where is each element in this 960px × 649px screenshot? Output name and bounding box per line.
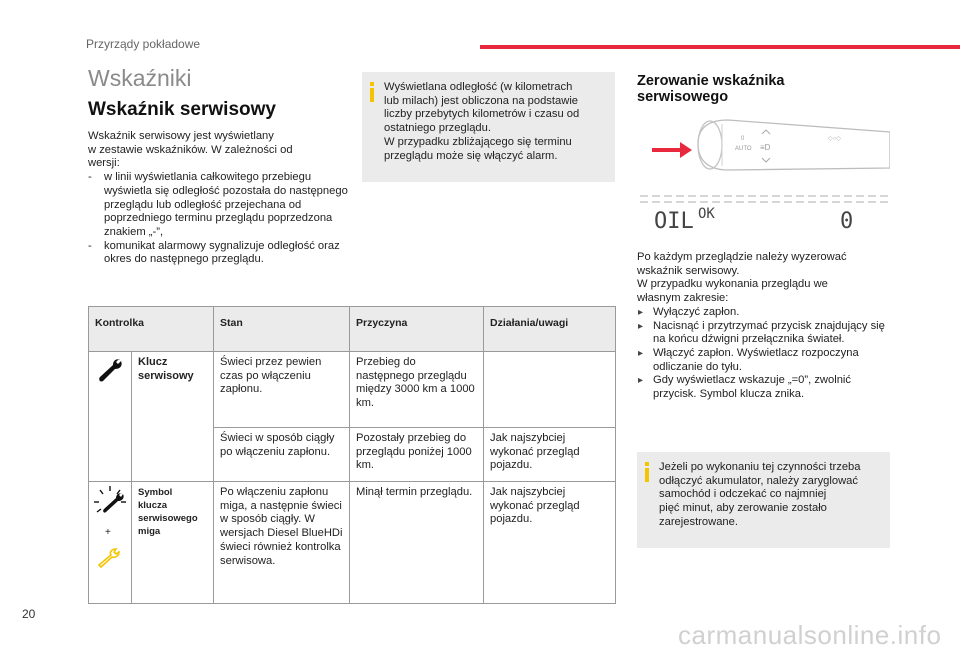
info-line: ostatniego przeglądu. [384, 122, 491, 135]
state-cell: Po włączeniu zapłonu miga, a następnie świeci w sposób ciągły. W wersjach Diesel BlueHDi świeci również kontrolka serwisowa. [214, 482, 350, 604]
info-box-battery [637, 452, 890, 548]
running-header: Przyrządy pokładowe [86, 37, 201, 51]
display-ok-text: OK [698, 206, 715, 222]
wrench-icon [96, 357, 124, 385]
service-warning-icon [97, 548, 125, 568]
cause-cell: Minął termin przeglądu. [350, 482, 484, 604]
flashing-wrench-icon [89, 482, 131, 524]
reset-step: ▸ Nacisnąć i przytrzymać przycisk znajdujący się na końcu dźwigni przełącznika świateł. [637, 320, 897, 347]
intro-list-item: - komunikat alarmowy sygnalizuje odległość oraz okres do następnego przeglądu. [88, 240, 348, 267]
plus-sign: + [105, 527, 111, 538]
table-header-row [89, 307, 616, 352]
stalk-label-auto: AUTO [735, 146, 752, 152]
header-dzialania: Działania/uwagi [484, 307, 616, 352]
indicator-name: serwisowy [138, 369, 194, 382]
reset-title-line: serwisowego [637, 89, 729, 105]
reset-line: wskaźnik serwisowy. [637, 264, 740, 277]
action-cell: Jak najszybciej wykonać przegląd pojazdu. [484, 482, 616, 604]
header-stan: Stan [214, 307, 350, 352]
stalk-illustration-svg [640, 110, 890, 265]
cause-cell: Pozostały przebieg do przeglądu poniżej 1000 km. [350, 428, 484, 482]
info-line: liczby przebytych kilometrów i czasu od [384, 108, 580, 121]
display-zero-text: 0 [840, 209, 854, 234]
subsection-title: Wskaźnik serwisowy [88, 99, 276, 120]
stalk-label-signal: ◇○◇ [828, 136, 841, 142]
intro-line: wersji: [88, 157, 120, 170]
info-line: zarejestrowane. [659, 515, 738, 528]
info-line: Jeżeli po wykonaniu tej czynności trzeba [659, 461, 861, 473]
info-icon [370, 82, 374, 102]
cause-cell: Przebieg do następnego przeglądu między 3000 km a 1000 km. [350, 352, 484, 428]
header-przyczyna: Przyczyna [350, 307, 484, 352]
info-line: Wyświetlana odległość (w kilometrach [384, 81, 573, 93]
info-icon [645, 462, 649, 482]
info-line: pięć minut, aby zerowanie zostało [659, 502, 827, 515]
watermark: carmanualsonline.info [678, 620, 942, 649]
info-line: W przypadku zbliżającego się terminu [384, 135, 572, 148]
table-row [89, 352, 616, 428]
reset-instructions [637, 251, 897, 402]
info-text [384, 81, 606, 163]
stalk-label-off: 0 [741, 136, 745, 142]
icon-cell [89, 352, 132, 482]
info-line: samochód i odczekać co najmniej [659, 488, 827, 501]
reset-step: ▸ Gdy wyświetlacz wskazuje „=0”, zwolnić przycisk. Symbol klucza znika. [637, 374, 897, 401]
reset-title-line: Zerowanie wskaźnika [637, 73, 785, 89]
indicator-name-cell [132, 352, 214, 482]
intro-text [88, 130, 348, 267]
display-oil-text: OIL [654, 209, 694, 234]
reset-line: Po każdym przeglądzie należy wyzerować [637, 251, 847, 263]
icon-cell [89, 482, 132, 604]
intro-line: Wskaźnik serwisowy jest wyświetlany [88, 130, 274, 142]
section-title: Wskaźniki [88, 65, 192, 91]
info-line: odłączyć akumulator, należy zaryglować [659, 474, 858, 487]
indicator-name: miga [138, 526, 161, 537]
intro-line: w zestawie wskaźników. W zależności od [88, 143, 293, 156]
header-accent-bar [480, 45, 960, 49]
indicator-name: Symbol [138, 487, 173, 498]
info-line: przeglądu może się włączyć alarm. [384, 149, 558, 162]
intro-list-item: - w linii wyświetlania całkowitego przebiegu wyświetla się odległość pozostała do następnego przeglądu lub odległość przejechana od poprzedniego terminu przeglądu poprzedzona znakiem „-”, [88, 171, 348, 240]
page-number: 20 [22, 607, 36, 621]
reset-title [637, 73, 897, 105]
indicator-name: klucza [138, 500, 168, 511]
reset-line: W przypadku wykonania przeglądu we [637, 278, 828, 291]
reset-step: ▸ Włączyć zapłon. Wyświetlacz rozpoczyna odliczanie do tyłu. [637, 347, 897, 374]
indicator-name: Klucz [138, 356, 168, 368]
stalk-label-lights: ≡D [760, 143, 771, 152]
stalk-and-display-illustration [640, 110, 890, 265]
info-line: lub milach) jest obliczona na podstawie [384, 94, 579, 107]
reset-step: ▸ Wyłączyć zapłon. [637, 306, 897, 320]
info-text [659, 461, 884, 530]
service-indicator-table [88, 306, 616, 604]
reset-line: własnym zakresie: [637, 292, 729, 305]
state-cell: Świeci w sposób ciągły po włączeniu zapłonu. [214, 428, 350, 482]
header-kontrolka: Kontrolka [89, 307, 214, 352]
state-cell: Świeci przez pewien czas po włączeniu zapłonu. [214, 352, 350, 428]
indicator-name: serwisowego [138, 513, 198, 524]
action-cell [484, 352, 616, 428]
indicator-name-cell [132, 482, 214, 604]
action-cell: Jak najszybciej wykonać przegląd pojazdu. [484, 428, 616, 482]
info-box-distance [362, 72, 615, 182]
red-arrow-icon [652, 142, 692, 158]
table-row [89, 482, 616, 604]
